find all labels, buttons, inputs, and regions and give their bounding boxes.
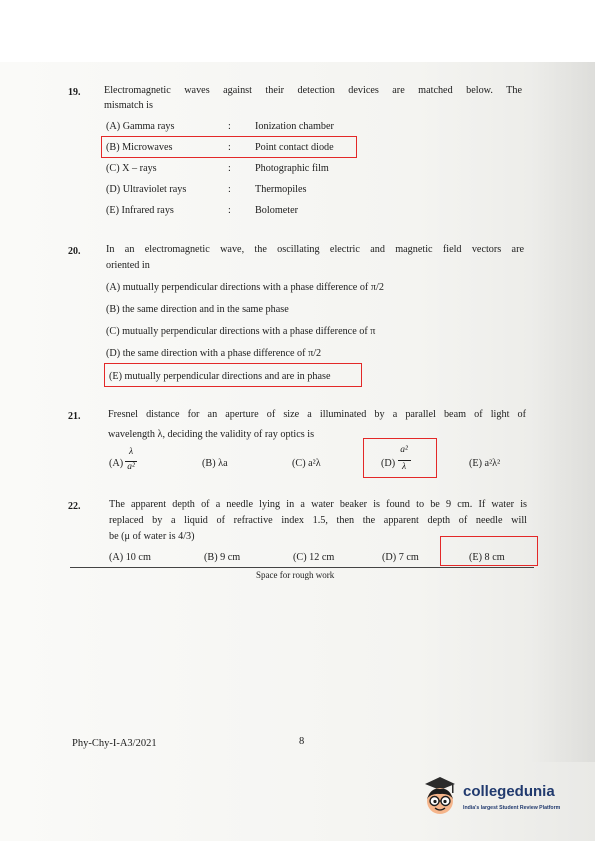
q19-option-e-value: Bolometer [255,205,299,216]
q19-option-b-sep: : [228,142,231,153]
footer-page-number: 8 [299,736,305,747]
mascot-icon [419,774,461,818]
q20-option-b: (B) the same direction and in the same phase [106,304,289,315]
q22-option-a: (A) 10 cm [109,552,151,563]
q20-option-d: (D) the same direction with a phase difference of π/2 [106,348,322,359]
q19-option-d-label: (D) Ultraviolet rays [106,184,187,195]
q21-option-d-label: (D) [381,458,396,469]
q19-option-e-sep: : [228,205,231,216]
q20-number: 20. [68,246,81,257]
q21-option-b: (B) λa [202,458,228,469]
q19-option-d-sep: : [228,184,231,195]
q19-option-c-sep: : [228,163,231,174]
footer-paper-code: Phy-Chy-I-A3/2021 [72,738,157,749]
q19-option-b-value: Point contact diode [255,142,334,153]
q20-option-e: (E) mutually perpendicular directions and are in phase [109,371,331,382]
q19-option-a-sep: : [228,121,231,132]
q20-stem-line1: In an electromagnetic wave, the oscillating electric and magnetic field vectors are [106,244,524,255]
q21-option-a-denominator: a² [127,462,135,472]
q21-answer-highlight [363,438,437,478]
q19-option-b-label: (B) Microwaves [106,142,173,153]
rough-work-label: Space for rough work [256,570,335,580]
scan-shadow [530,62,595,762]
q20-option-c: (C) mutually perpendicular directions with a phase difference of π [106,326,376,337]
q20-answer-highlight [104,363,362,387]
q21-stem-line2: wavelength λ, deciding the validity of ray optics is [108,429,315,440]
q20-option-a: (A) mutually perpendicular directions with a phase difference of π/2 [106,282,384,293]
q21-number: 21. [68,411,81,422]
q19-option-c-value: Photographic film [255,163,329,174]
q19-number: 19. [68,87,81,98]
q22-answer-highlight [440,536,538,566]
q22-stem-line1: The apparent depth of a needle lying in a water beaker is found to be 9 cm. If water is [109,499,527,510]
q22-stem-line3: be (μ of water is 4/3) [109,531,195,542]
q21-option-a-label: (A) [109,458,124,469]
q19-option-a-value: Ionization chamber [255,121,334,132]
q21-option-d-numerator: a² [400,445,408,455]
q19-stem-line2: mismatch is [104,100,153,111]
q21-option-a-numerator: λ [128,447,134,457]
q21-stem-line1: Fresnel distance for an aperture of size a illuminated by a parallel beam of light of [108,409,526,420]
q19-stem-line1: Electromagnetic waves against their detection devices are matched below. The [104,85,522,96]
page-top-margin [0,0,595,62]
q22-number: 22. [68,501,81,512]
logo-tagline: India's largest Student Review Platform [463,805,561,811]
logo-wordmark: collegedunia [463,783,555,800]
q19-option-d-value: Thermopiles [255,184,307,195]
q20-stem-line2: oriented in [106,260,150,271]
q19-option-c-label: (C) X – rays [106,163,157,174]
q22-stem-line2: replaced by a liquid of refractive index 1.5, then the apparent depth of needle will [109,515,527,526]
q22-option-c: (C) 12 cm [293,552,335,563]
q19-option-e-label: (E) Infrared rays [106,205,174,216]
q22-option-b: (B) 9 cm [204,552,241,563]
q19-answer-highlight [101,136,357,158]
q22-option-d: (D) 7 cm [382,552,419,563]
q22-option-e: (E) 8 cm [469,552,505,563]
q21-option-e: (E) a²λ² [469,458,501,469]
q19-option-a-label: (A) Gamma rays [106,121,175,132]
q21-option-d-denominator: λ [401,462,407,472]
q21-option-c: (C) a²λ [292,458,321,469]
rough-work-divider [70,567,534,568]
